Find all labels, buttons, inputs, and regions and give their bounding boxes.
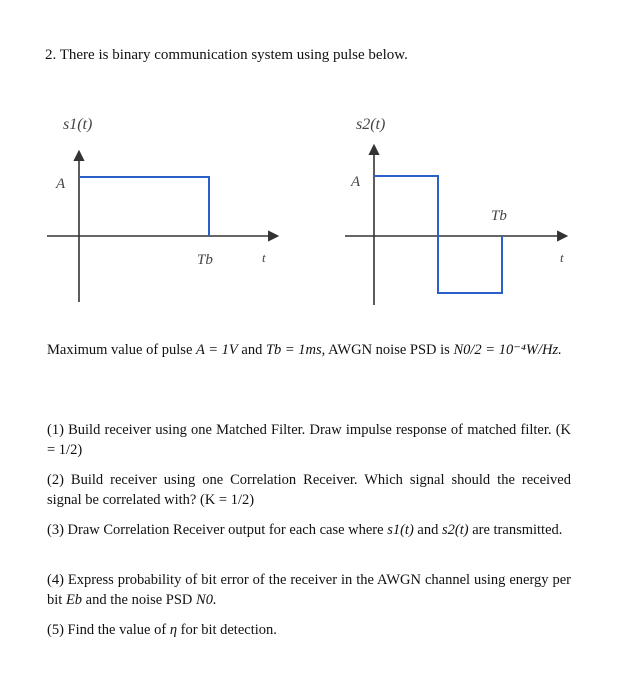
s1-pulse — [79, 177, 209, 236]
s2-tb-label: Tb — [491, 208, 507, 224]
pulse-figure — [0, 90, 623, 320]
s1-plot — [47, 116, 277, 302]
question-3: (3) Draw Correlation Receiver output for each case where s1(t) and s2(t) are transmitted. — [47, 522, 563, 538]
problem-title: 2. There is binary communication system using pulse below. — [45, 47, 408, 63]
given-values-paragraph: Maximum value of pulse A = 1V and Tb = 1ms, AWGN noise PSD is N0/2 = 10⁻⁴W/Hz. — [47, 342, 562, 358]
s1-amplitude-label: A — [56, 176, 66, 192]
tb-equation: Tb = 1ms — [265, 342, 322, 358]
s2-t-label: t — [560, 250, 564, 265]
s2-label: s2(t) — [356, 116, 386, 133]
question-1: (1) Build receiver using one Matched Filter. Draw impulse response of matched filter. (K = 1/2) — [47, 422, 571, 458]
question-5: (5) Find the value of η for bit detection. — [47, 622, 277, 638]
s2-amplitude-label: A — [351, 174, 361, 190]
question-2: (2) Build receiver using one Correlation Receiver. Which signal should the received signal be correlated with? (K = 1/2) — [47, 472, 571, 508]
s1-t-label: t — [262, 250, 266, 265]
s2-pulse — [374, 176, 502, 293]
n0-equation: N0/2 = 10⁻⁴W/Hz. — [453, 342, 562, 358]
a-equation: A = 1V — [196, 342, 238, 358]
s1-tb-label: Tb — [197, 252, 213, 268]
s1-label: s1(t) — [63, 116, 93, 133]
s2-plot — [345, 116, 566, 305]
question-4: (4) Express probability of bit error of the receiver in the AWGN channel using energy per bit Eb and the noise PSD N0. — [47, 572, 571, 608]
